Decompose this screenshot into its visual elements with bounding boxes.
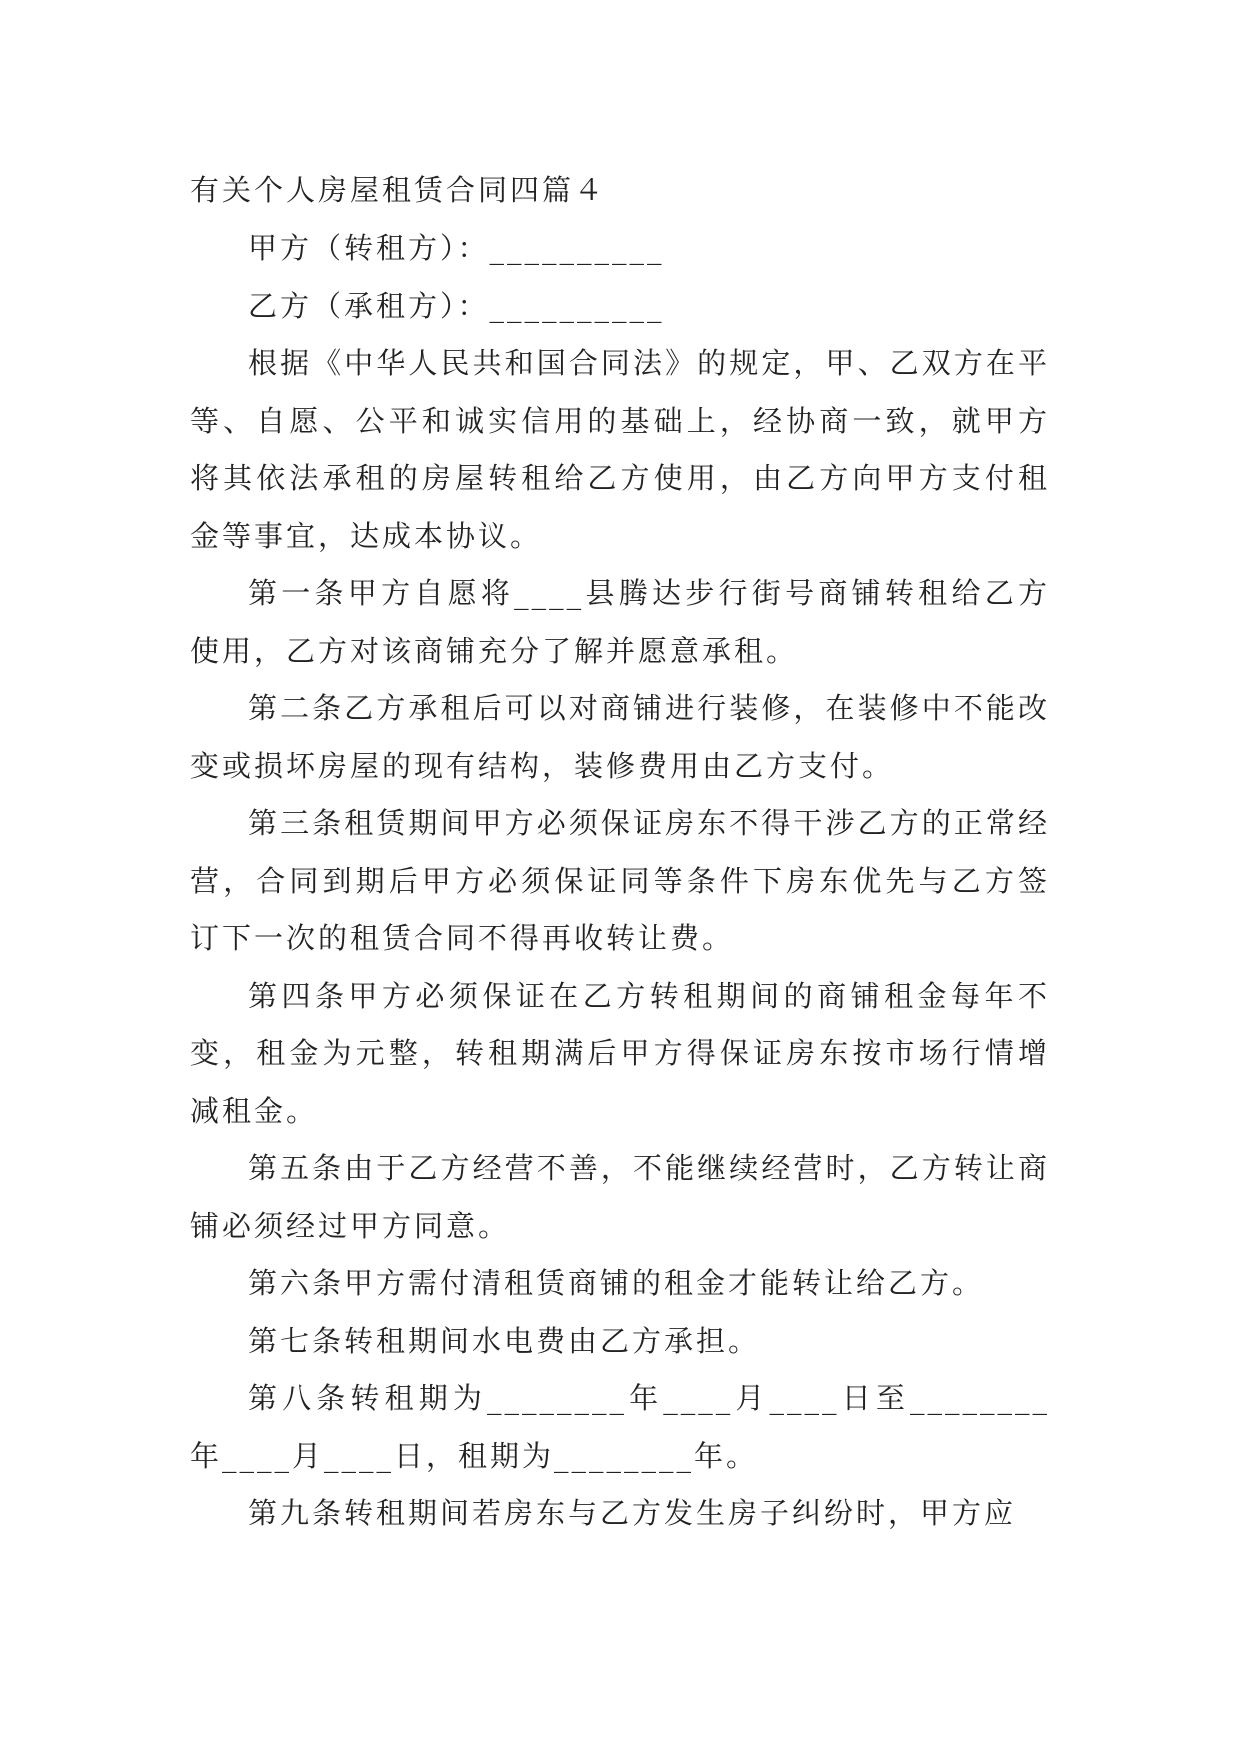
article-3: 第三条租赁期间甲方必须保证房东不得干涉乙方的正常经营，合同到期后甲方必须保证同等条件下房东优先与乙方签订下一次的租赁合同不得再收转让费。 [190,806,1050,955]
article-4: 第四条甲方必须保证在乙方转租期间的商铺租金每年不变，租金为元整，转租期满后甲方得保证房东按市场行情增减租金。 [190,978,1050,1128]
party-b-line: 乙方（承租方）：__________ [248,288,665,323]
preamble-paragraph: 根据《中华人民共和国合同法》的规定，甲、乙双方在平等、自愿、公平和诚实信用的基础上，经协商一致，就甲方将其依法承租的房屋转租给乙方使用，由乙方向甲方支付租金等事宜，达成本协议。 [190,346,1050,553]
party-a-line: 甲方（转租方）：__________ [248,231,665,265]
article-6: 第六条甲方需付清租赁商铺的租金才能转让给乙方。 [248,1266,985,1300]
article-2: 第二条乙方承租后可以对商铺进行装修，在装修中不能改变或损坏房屋的现有结构，装修费用由乙方支付。 [190,691,1050,783]
document-body [190,160,1050,1543]
document-title: 有关个人房屋租赁合同四篇４ [190,173,607,207]
article-1: 第一条甲方自愿将____县腾达步行街号商铺转租给乙方使用，乙方对该商铺充分了解并愿意承租。 [190,576,1050,668]
article-8: 第八条转租期为________年____月____日至________年____月____日，租期为________年。 [190,1381,1050,1473]
article-9: 第九条转租期间若房东与乙方发生房子纠纷时，甲方应 [248,1496,1017,1530]
article-7: 第七条转租期间水电费由乙方承担。 [248,1323,761,1358]
article-5: 第五条由于乙方经营不善，不能继续经营时，乙方转让商铺必须经过甲方同意。 [190,1151,1050,1243]
